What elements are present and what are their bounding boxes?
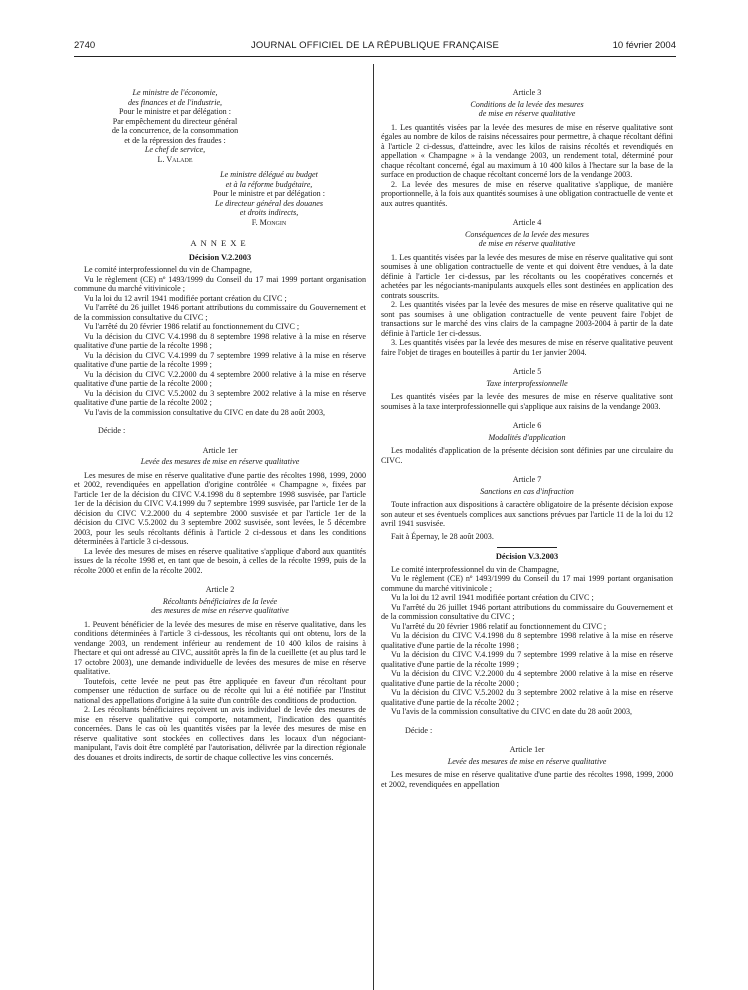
article-paragraph: 1. Les quantités visées par la levée des mesures de mise en réserve qualitative sont égales au nombre de kilos de raisins nécessaires pour permettre, à chaque récoltant défini à l'article 2 ci-dessus, d'atteindre, avec les kilos de raisins récoltés et revendiqués en appellation « Champagne » à la vendange 2003, un rendement total, déterminé pour chaque récoltant concerné, égal au maximum à 10 400 kilos à l'hectare sur la base de la surface en production de chaque récoltant concerné lors de la vendange 2003. xyxy=(381,122,673,179)
signature-line: de la concurrence, de la consommation xyxy=(111,126,239,135)
article-subtitle: Levée des mesures de mise en réserve qualitative xyxy=(447,756,607,766)
signature-line: Le chef de service, xyxy=(144,145,206,154)
visa: Vu la décision du CIVC V.2.2000 du 4 septembre 2000 relative à la mise en réserve qualitative d'une partie de la récolte 2000 ; xyxy=(74,369,366,388)
visa: Vu l'arrêté du 26 juillet 1946 portant attributions du commissaire du Gouvernement et de la commission consultative du CIVC ; xyxy=(381,602,673,621)
article-subtitle: de mise en réserve qualitative xyxy=(478,239,576,248)
article-heading: Article 4 xyxy=(512,218,542,227)
decide-line: Décide : xyxy=(405,725,433,735)
header-rule xyxy=(74,56,676,57)
issue-date: 10 février 2004 xyxy=(612,40,676,51)
visa: Vu l'arrêté du 26 juillet 1946 portant attributions du commissaire du Gouvernement et de la commission consultative du CIVC ; xyxy=(74,303,366,322)
journal-title: JOURNAL OFFICIEL DE LA RÉPUBLIQUE FRANÇAISE xyxy=(250,40,500,51)
left-column xyxy=(74,88,366,762)
article-paragraph: 2. Les récoltants bénéficiaires reçoivent un avis individuel de levée des mesures de mise en réserve qualitative qui comporte, notamment, l'indication des quantités concernées. Dans le cas où les quantités visées par la levée des mesures de mise en réserve qualitative sont stockées en collectives dans les locaux d'un négociant-manipulant, l'avis doit être complété par l'autorisation, délivrée par la direction régionale des douanes et droits indirects, de sortir de chaque collective les vins concernés. xyxy=(74,705,366,762)
visa: Vu la décision du CIVC V.5.2002 du 3 septembre 2002 relative à la mise en réserve qualitative d'une partie de la récolte 2002 ; xyxy=(381,688,673,707)
decide-line: Décide : xyxy=(98,426,126,435)
right-column xyxy=(381,88,673,789)
visa: Vu la décision du CIVC V.4.1998 du 8 septembre 1998 relative à la mise en réserve qualitative d'une partie de la récolte 1998 ; xyxy=(74,331,366,350)
page-number: 2740 xyxy=(74,40,96,51)
visa: Vu le règlement (CE) nº 1493/1999 du Conseil du 17 mai 1999 portant organisation commune du marché vitivinicole ; xyxy=(381,574,673,593)
visa: Vu la loi du 12 avril 1941 modifiée portant création du CIVC ; xyxy=(391,593,594,602)
article-heading: Article 3 xyxy=(512,88,542,97)
visa: Vu la décision du CIVC V.4.1999 du 7 septembre 1999 relative à la mise en réserve qualitative d'une partie de la récolte 1999 ; xyxy=(74,350,366,369)
article-subtitle: Sanctions en cas d'infraction xyxy=(480,486,574,496)
article-subtitle: Modalités d'application xyxy=(488,432,566,442)
article-subtitle: Taxe interprofessionnelle xyxy=(486,378,568,388)
decision-title: Décision V.3.2003 xyxy=(495,552,559,561)
article-subtitle: Levée des mesures de mise en réserve qualitative xyxy=(140,457,300,466)
signature-place-date: Fait à Épernay, le 28 août 2003. xyxy=(391,531,494,541)
signature-line: Le directeur général des douanes xyxy=(214,198,324,208)
visa: Vu l'avis de la commission consultative du CIVC en date du 28 août 2003, xyxy=(84,407,326,417)
signature-line: Le ministre délégué au budget xyxy=(220,170,318,179)
signatory-name: L. Valade xyxy=(157,154,193,164)
signature-line: et droits indirects, xyxy=(239,208,299,217)
signatory-name: F. Mongin xyxy=(251,217,287,227)
signature-line: des finances et de l'industrie, xyxy=(127,97,223,107)
signature-block-economy xyxy=(74,88,366,164)
visa: Vu l'arrêté du 20 février 1986 relatif au fonctionnement du CIVC ; xyxy=(84,322,300,331)
article-subtitle: Conditions de la levée des mesures xyxy=(470,99,584,109)
column-divider xyxy=(373,64,374,990)
article-paragraph: Les modalités d'application de la présente décision sont définies par une circulaire du CIVC. xyxy=(381,446,673,465)
visa: Le comité interprofessionnel du vin de Champagne, xyxy=(84,265,252,274)
article-paragraph: Les mesures de mise en réserve qualitative d'une partie des récoltes 1998, 1999, 2000 et 2002, revendiquées en appellation xyxy=(381,770,673,789)
visa: Vu la décision du CIVC V.4.1999 du 7 septembre 1999 relative à la mise en réserve qualitative d'une partie de la récolte 1999 ; xyxy=(381,650,673,669)
visa: Vu le règlement (CE) nº 1493/1999 du Conseil du 17 mai 1999 portant organisation commune du marché vitivinicole ; xyxy=(74,274,366,293)
article-paragraph: Toute infraction aux dispositions à caractère obligatoire de la présente décision expose son auteur et ses éventuels complices aux sanctions prévues par l'article 11 de la loi du 12 avril 1941 susvisée. xyxy=(381,500,673,528)
signature-line: et à la réforme budgétaire, xyxy=(225,179,313,189)
visas-list xyxy=(74,265,366,417)
article-heading: Article 6 xyxy=(512,421,542,430)
article-paragraph: 2. La levée des mesures de mise en réserve qualitative s'applique, de manière proportionnelle, à la fois aux quantités soumises à une obligation contractuelle de vente et aux autres quantités. xyxy=(381,179,673,208)
visa: Vu la loi du 12 avril 1941 modifiée portant création du CIVC ; xyxy=(84,293,287,303)
article-heading: Article 1er xyxy=(202,445,238,455)
article-paragraph: 3. Les quantités visées par la levée des mesures de mise en réserve qualitative peuvent faire l'objet de tirages en bouteilles à partir du 1er janvier 2004. xyxy=(381,338,673,357)
visa: Le comité interprofessionnel du vin de Champagne, xyxy=(391,564,559,574)
visa: Vu la décision du CIVC V.5.2002 du 3 septembre 2002 relative à la mise en réserve qualitative d'une partie de la récolte 2002 ; xyxy=(74,388,366,407)
article-paragraph: 2. Les quantités visées par la levée des mesures de mise en réserve qualitative qui ne sont pas soumises à une obligation contractuelle de vente peuvent faire l'objet de transactions sur le marché des vins clairs de la campagne 2003-2004 à partir de la date définie à l'article 1er ci-dessus. xyxy=(381,300,673,338)
article-subtitle: de mise en réserve qualitative xyxy=(478,109,576,118)
article-paragraph: La levée des mesures de mises en réserve qualitative s'applique d'abord aux quantités issues de la récolte 1998 et, en tant que de besoin, à celles de la récolte 1999, puis de la récolte 2000 et enfin de la récolte 2002. xyxy=(74,546,366,575)
annexe-heading: ANNEXE xyxy=(190,238,250,248)
visa: Vu la décision du CIVC V.4.1998 du 8 septembre 1998 relative à la mise en réserve qualitative d'une partie de la récolte 1998 ; xyxy=(381,631,673,650)
visa: Vu l'avis de la commission consultative du CIVC en date du 28 août 2003, xyxy=(391,707,633,716)
page-header xyxy=(74,40,676,54)
article-paragraph: Toutefois, cette levée ne peut pas être appliquée en faveur d'un récoltant pour compenser une réduction de surface ou de récolte qui lui a été notifiée par l'Institut national des appellations d'origine à la suite d'un contrôle des conditions de production. xyxy=(74,676,366,705)
decision-title: Décision V.2.2003 xyxy=(188,252,252,262)
signature-line: Pour le ministre et par délégation : xyxy=(119,107,231,116)
article-paragraph: 1. Les quantités visées par la levée des mesures de mise en réserve qualitative qui sont soumises à une obligation contractuelle de vente et qui doivent être vendues, à la date définie à l'article 1er ci-dessus, par les récoltants ou les coopératives concernés et achetées par les négociants-manipulants auxquels elles sont destinées en application des contrats souscrits. xyxy=(381,252,673,300)
section-separator xyxy=(497,547,557,548)
article-subtitle: des mesures de mise en réserve qualitative xyxy=(151,606,289,615)
article-subtitle: Récoltants bénéficiaires de la levée xyxy=(162,596,278,606)
article-heading: Article 7 xyxy=(512,475,542,484)
signature-block-budget xyxy=(74,170,366,227)
article-paragraph: 1. Peuvent bénéficier de la levée des mesures de mise en réserve qualitative, dans les conditions déterminées à l'article 3 ci-dessous, les récoltants qui ont obtenu, lors de la vendange 2003, un rendement inférieur au rendement de 10 400 kilos de raisins à l'hectare et qui ont adressé au CIVC, aussitôt après la fin de la cueillette (et au plus tard le 17 octobre 2003), une demande individuelle de levées des mesures de mise en réserve qualitative. xyxy=(74,619,366,676)
signature-line: Par empêchement du directeur général xyxy=(112,116,238,126)
article-heading: Article 5 xyxy=(512,367,542,376)
article-heading: Article 1er xyxy=(509,745,545,754)
visa: Vu la décision du CIVC V.2.2000 du 4 septembre 2000 relative à la mise en réserve qualitative d'une partie de la récolte 2000 ; xyxy=(381,669,673,688)
signature-line: Le ministre de l'économie, xyxy=(132,88,218,97)
visa: Vu l'arrêté du 20 février 1986 relatif au fonctionnement du CIVC ; xyxy=(391,621,607,631)
article-subtitle: Conséquences de la levée des mesures xyxy=(465,229,589,239)
article-paragraph: Les quantités visées par la levée des mesures de mise en réserve qualitative sont soumises à la taxe interprofessionnelle qui s'applique aux raisins de la vendange 2003. xyxy=(381,392,673,411)
article-heading: Article 2 xyxy=(205,585,235,594)
signature-line: Pour le ministre et par délégation : xyxy=(213,189,325,198)
signature-line: et de la répression des fraudes : xyxy=(124,135,226,145)
article-paragraph: Les mesures de mise en réserve qualitative d'une partie des récoltes 1998, 1999, 2000 et 2002, revendiquées en appellation d'origine contrôlée « Champagne », fixées par l'article 1er de la décision du CIVC V.4.1998 du 8 septembre 1998 susvisée, par l'article 1er de la décision du CIVC V.4.1999 du 7 septembre 1999 susvisée, par l'article 1er de la décision du CIVC V.2.2000 du 4 septembre 2000 susvisée et par l'article 1er de la décision du CIVC V.5.2002 du 3 septembre 2002 susvisée, sont levées, le 5 décembre 2003, pour les seuls récoltants définis à l'article 2 ci-dessous et dans les conditions déterminées à l'article 3 ci-dessous. xyxy=(74,470,366,546)
visas-list xyxy=(381,565,673,717)
